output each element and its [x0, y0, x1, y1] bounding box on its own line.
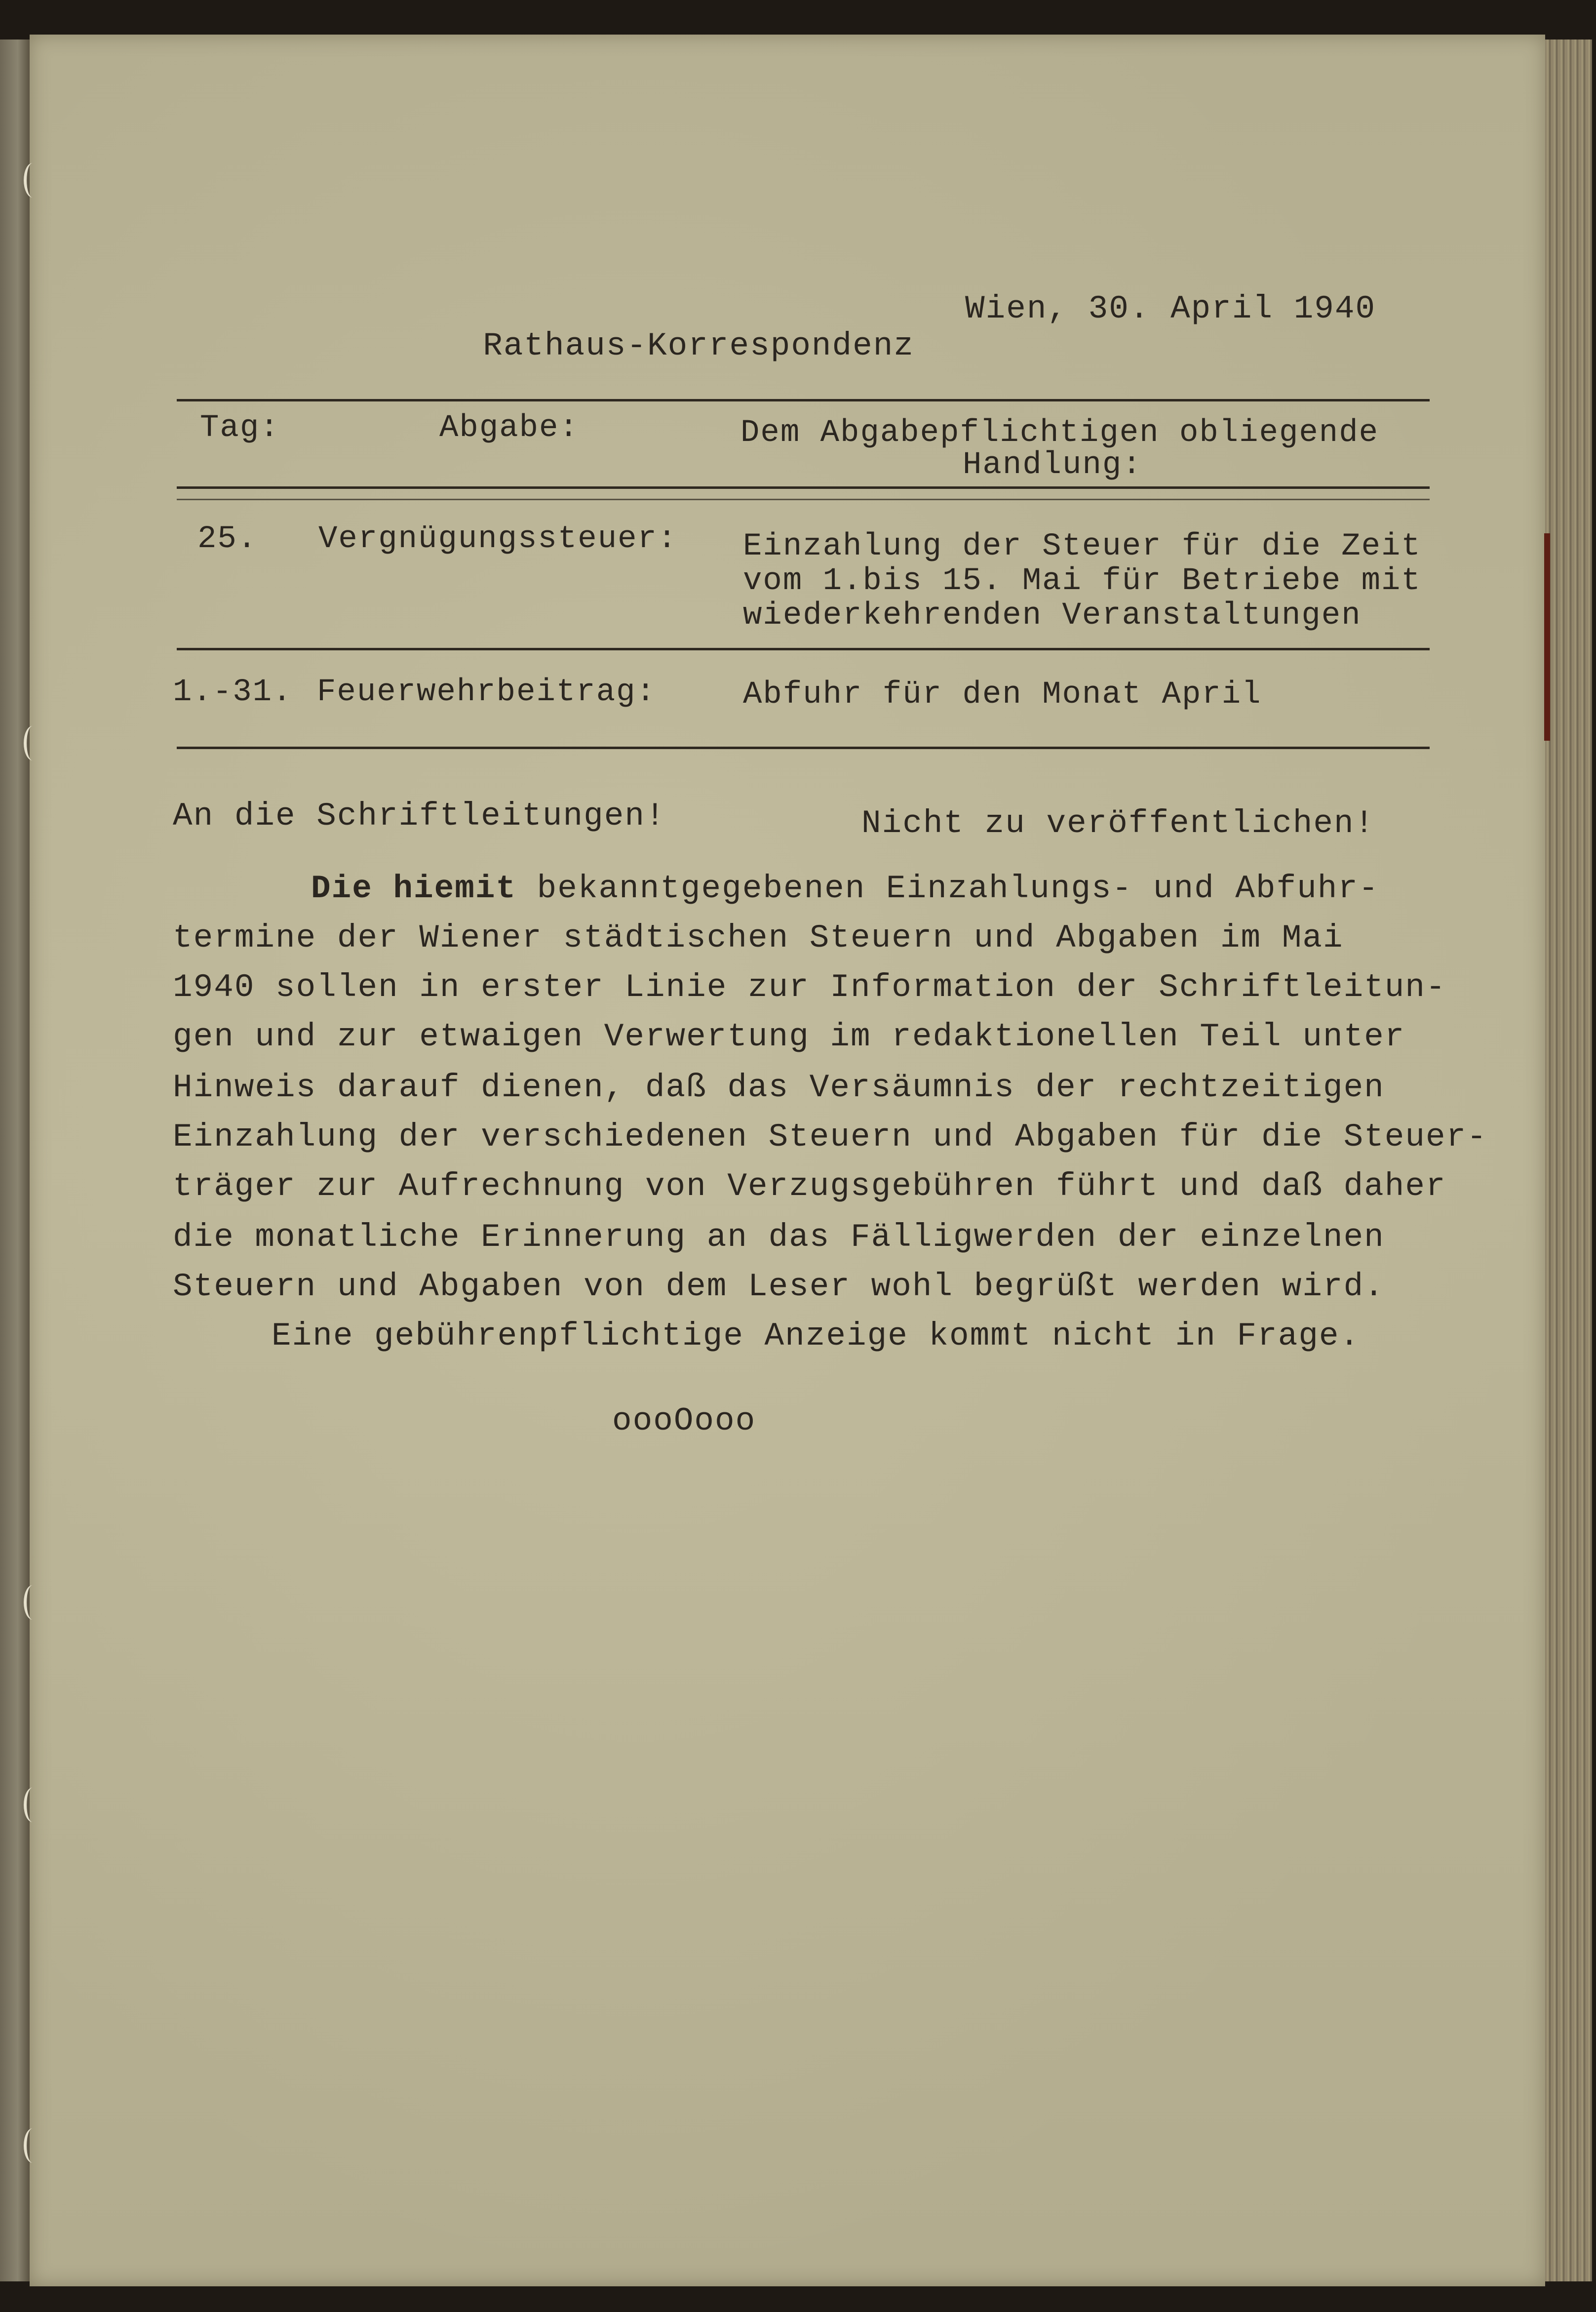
- restriction-note: Nicht zu veröffentlichen!: [861, 805, 1375, 842]
- paragraph-line: 1940 sollen in erster Linie zur Information der Schriftleitun-: [173, 969, 1446, 1006]
- paragraph-line1-rest: bekanntgegebenen Einzahlungs- und Abfuhr-: [516, 870, 1379, 907]
- row2-levy: Feuerwehrbeitrag:: [317, 675, 656, 710]
- binding-stitch: [24, 163, 41, 198]
- col-header-day: Tag:: [200, 410, 280, 446]
- row2-day: 1.-31.: [173, 675, 293, 710]
- table-rule-header-double: [177, 499, 1430, 500]
- col-header-levy: Abgabe:: [439, 410, 579, 446]
- row1-action-line1: Einzahlung der Steuer für die Zeit: [743, 529, 1421, 564]
- bookmark-tab: [1544, 533, 1550, 741]
- binding-stitch: [24, 1585, 41, 1620]
- page-stack-edge: [1545, 40, 1592, 2281]
- paragraph-line: termine der Wiener städtischen Steuern und Abgaben im Mai: [173, 919, 1344, 957]
- binding-stitch: [24, 2128, 41, 2163]
- paragraph-lead: Die hiemit: [311, 870, 517, 907]
- document-header: [442, 290, 1376, 401]
- paragraph-line: Hinweis darauf dienen, daß das Versäumnis der rechtzeitigen: [173, 1069, 1385, 1106]
- end-mark: oooOooo: [612, 1402, 756, 1439]
- paragraph-closing: Eine gebührenpflichtige Anzeige kommt nicht in Frage.: [272, 1317, 1361, 1355]
- paragraph-first-line: [311, 870, 1379, 907]
- paragraph-line: Steuern und Abgaben von dem Leser wohl begrüßt werden wird.: [173, 1268, 1385, 1305]
- row1-action-line3: wiederkehrenden Veranstaltungen: [743, 598, 1362, 634]
- row1-day: 25.: [197, 521, 258, 557]
- table-rule-bottom: [177, 747, 1430, 749]
- col-header-action: Dem Abgabepflichtigen obliegende: [740, 415, 1379, 451]
- dateline: Wien, 30. April 1940: [965, 290, 1376, 327]
- col-header-action-2: Handlung:: [963, 447, 1142, 483]
- paragraph-line: die monatliche Erinnerung an das Fälligwerden der einzelnen: [173, 1219, 1385, 1256]
- paragraph-line: Einzahlung der verschiedenen Steuern und Abgaben für die Steuer-: [173, 1118, 1487, 1156]
- table-rule-header: [177, 486, 1430, 489]
- row2-action: Abfuhr für den Monat April: [743, 677, 1262, 713]
- binding-stitch: [24, 726, 41, 760]
- paragraph-line: träger zur Aufrechnung von Verzugsgebühren führt und daß daher: [173, 1168, 1446, 1205]
- publication-name: Rathaus-Korrespondenz: [483, 327, 914, 364]
- facing-page-edge: [0, 40, 30, 2281]
- paragraph-line: gen und zur etwaigen Verwertung im redaktionellen Teil unter: [173, 1018, 1405, 1055]
- row1-levy: Vergnügungssteuer:: [318, 521, 678, 557]
- binding-stitch: [24, 1788, 41, 1822]
- row1-action-line2: vom 1.bis 15. Mai für Betriebe mit: [743, 563, 1421, 599]
- table-rule-row: [177, 648, 1430, 650]
- table-rule-top: [177, 399, 1430, 401]
- addressee-note: An die Schriftleitungen!: [173, 797, 666, 835]
